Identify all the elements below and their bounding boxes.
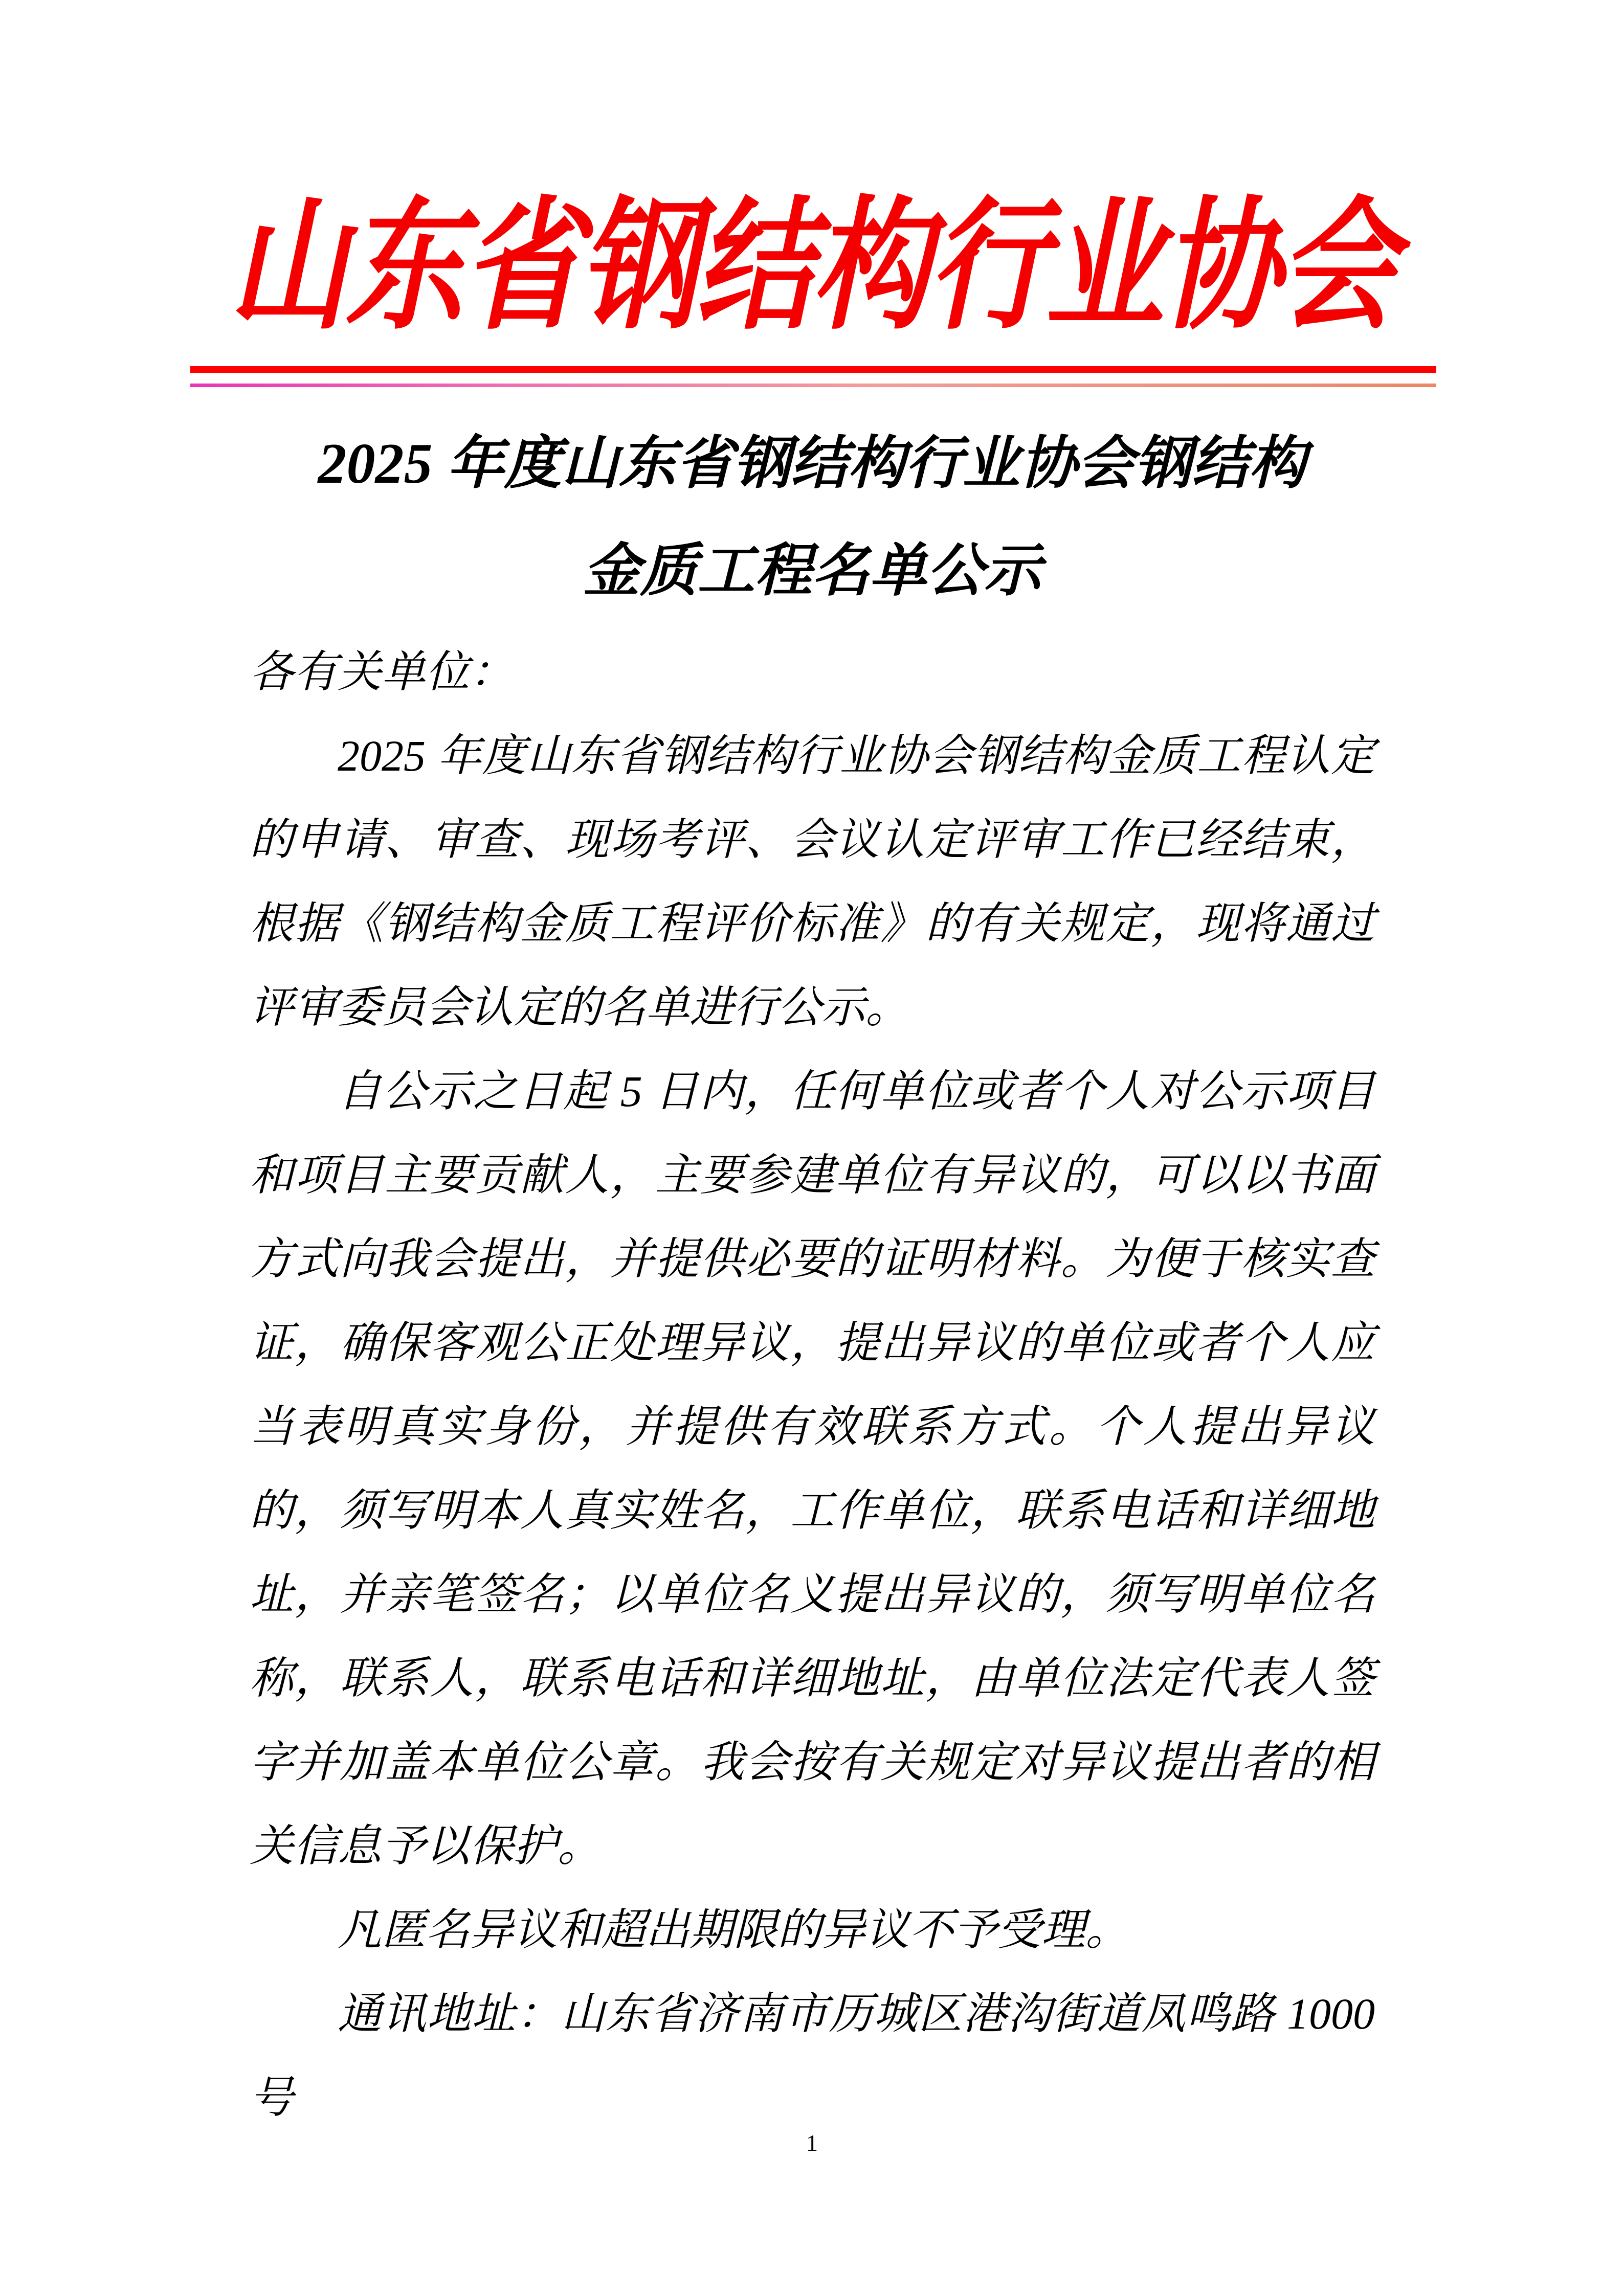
org-name-masthead: 山东省钢结构行业协会 [229,189,1395,347]
page-footer [0,2128,1624,2158]
masthead-rule-thick [190,366,1436,373]
salutation-line: 各有关单位： [250,647,514,696]
page-number: 1 [806,2130,818,2156]
masthead-rule-thin [190,384,1436,387]
paragraph-anonymous-rejected: 凡匿名异议和超出期限的异议不予受理。 [338,1905,1129,1954]
paragraph-review-complete: 2025 年度山东省钢结构行业协会钢结构金质工程认定的申请、审查、现场考评、会议认定评审工作已经结束，根据《钢结构金质工程评价标准》的有关规定，现将通过评审委员会认定的名单进行公示。 [250,731,1375,1032]
document-title [0,410,1624,625]
paragraph-objection-procedure: 自公示之日起 5 日内，任何单位或者个人对公示项目和项目主要贡献人，主要参建单位有异议的，可以以书面方式向我会提出，并提供必要的证明材料。为便于核实查证，确保客观公正处理异议，提出异议的单位或者个人应当表明真实身份，并提供有效联系方式。个人提出异议的，须写明本人真实姓名，工作单位，联系电话和详细地址，并亲笔签名；以单位名义提出异议的，须写明单位名称，联系人，联系电话和详细地址，由单位法定代表人签字并加盖本单位公章。我会按有关规定对异议提出者的相关信息予以保护。 [250,1067,1375,1871]
paragraph-mailing-address: 通讯地址：山东省济南市历城区港沟街道凤鸣路 1000 号 [250,1989,1375,2122]
document-body [250,630,1375,2140]
document-title-line2: 金质工程名单公示 [583,539,1041,603]
document-title-line1: 2025 年度山东省钢结构行业协会钢结构 [318,432,1306,496]
